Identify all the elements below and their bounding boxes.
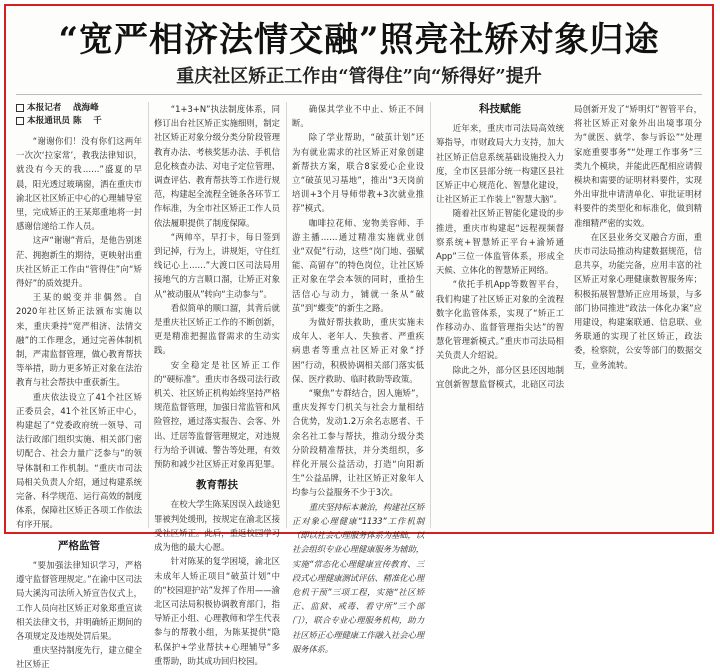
paragraph: “谢谢你们！没有你们这两年一次次‘拉家常’，教我法律知识，就没有今天的我……”盛夏的早晨，阳光透过玻璃窗，洒在重庆市渝北区社区矫正中心的心理辅导室里，完成矫正的王某郑重地将一封感谢信递给工作人员。 <box>16 136 142 232</box>
paragraph: 除此之外，部分区县还因地制宜创新智慧监督模式，北碚区司法局创新开发了“矫明灯”智管平台，将社区矫正对象外出出境事项分为“就医、就学、参与诉讼”“处理家庭重要事务”“处理工作事务”三类九个模块，并能此匹配相应请假模块和需要的证明材料要件，实现外出审批申请清单化、审批证明材料要件的类型化和标准化，做到精准细精严密的实效。 <box>436 104 702 389</box>
paragraph: 咖啡拉花师、宠物美容师、手游主播……通过精准实施就业创业“双促”行动，这些“岗门地、强赋能、高留存”的特色岗位，让社区矫正对象在学会本领的同时，重拾生活信心与动力，铺就一条从“破茧”到“蝶变”的新生之路。 <box>292 217 424 313</box>
paragraph: 在校大学生陈某因误入歧途犯罪被判处缓刑，按规定在渝北区接受社区矫正。此后，重返校园学习成为他的最大心愿。 <box>154 499 280 553</box>
paragraph: 近年来，重庆市司法局高效统筹指导，市财政局大力支持，加大社区矫正信息系统基础设施投入力度，全市区县部分统一构建区县社区矫正中心规范化、智慧化建设，让社区矫正工作装上“智慧大脑”。 <box>436 123 564 205</box>
paragraph: 在区县业务交叉融合方面，重庆市司法局推动构建数据规范，信息共享，功能完备，应用丰富的社区矫正对象心理健康数智服务库；积极拓展智慧矫正应用场景，与多部门协同推进“政法一体化办案”应用建设，构建案联通、信息联、业务联通的实现了社区矫正，政法委，检察院，公安等部门的数据交互，业务流转。 <box>574 231 702 370</box>
article-column-1 <box>16 102 142 670</box>
headline: “宽严相济法情交融”照亮社矫对象归途 <box>58 20 660 60</box>
article-column-4 <box>436 102 702 530</box>
section-heading-strict: 严格监管 <box>58 539 100 552</box>
column-separator <box>430 102 431 528</box>
section-heading-education: 教育帮扶 <box>196 479 238 492</box>
reporter-credit: 本报记者 战海峰 <box>27 103 99 113</box>
paragraph: “两帅卒，早打卡，每日签到到记掉，行为上，讲规矩，守住红线记心上……”大渡口区司法局用接地气的方言顺口溜，让矫正对象从“被动服从”转向“主动参与”。 <box>154 231 280 299</box>
paragraph: 确保其学业不中止、矫正不间断。 <box>292 104 424 129</box>
paragraph: “要加强法律知识学习，严格遵守监督管理规定。”在渝中区司法局大溪沟司法所入矫宣告仪式上，工作人员向社区矫正对象郑重宣读相关法律文书，并明确矫正期间的各项规定及违规处罚后果。 <box>16 559 142 641</box>
article-column-3 <box>292 102 424 654</box>
correspondent-credit: 本报通讯员 陈 千 <box>27 116 102 126</box>
paragraph: 看似简单的顺口溜，其背后就是重庆社区矫正工作的不断创新，更是精准把握监督需求的生动实践。 <box>154 302 280 356</box>
paragraph: 安全稳定是社区矫正工作的“硬标准”。重庆市各级司法行政机关、社区矫正机构始终坚持严格规范监督管理，加强日常监管和风险管控，通过落实报告、会客、外出、迁居等监督管理规定，对违规行为给予训诫、警告等处理，有效预防和减少社区矫正对象再犯罪。 <box>154 359 280 470</box>
byline <box>16 102 142 128</box>
column-separator <box>148 102 149 528</box>
section-heading-tech: 科技赋能 <box>479 103 521 115</box>
paragraph: 为做好帮扶救助，重庆实施未成年人、老年人、失独者、严重疾病患者等重点社区矫正对象“抒困”行动，积极协调相关部门落实低保、医疗救助、临时救助等政策。 <box>292 317 424 384</box>
paragraph: 随着社区矫正智能化建设的步推进，重庆市构建起“远程视频督察系统+智慧矫正平台+渝矫通App”三位一体监管体系，形成全天候、立体化的智慧矫正网络。 <box>436 208 564 276</box>
divider <box>16 94 702 95</box>
paragraph: “1+3+N”执法制度体系，同修订出台社区矫正实施细则，制定社区矫正对象分级分类分阶段管理教育办法、考核奖惩办法、手机信息化核查办法、对电子定位管理、调查评估、教育帮扶等工作进行规范，构建起全流程全链条各环节工作标准，为全市社区矫正工作人员依法履职提供了制度保障。 <box>154 104 280 228</box>
paragraph: 重庆依法设立了41个社区矫正委员会，41个社区矫正中心，构建起了“党委政府统一领导、司法行政部门组织实施、相关部门密切配合、社会力量广泛参与”的领导体制和工作机制。“重庆市司法局相关负责人介绍，通过构建系统完备、科学规范、运行高效的制度体系，保障社区矫正各项工作依法有序开展。 <box>16 391 142 530</box>
newspaper-page <box>4 4 714 670</box>
article-column-2 <box>154 102 280 666</box>
paragraph: 王某的蜕变并非偶然。自2020年社区矫正法颁布实施以来，重庆秉持“宽严相济、法情交融”的工作理念，通过完善体制机制，严肃监督管理，做心教育帮扶等举措，助力更多矫正对象在法治教育与社会帮扶中重获新生。 <box>16 292 142 388</box>
paragraph: 除了学业帮助，“破茧计划”还为有就业需求的社区矫正对象创建新帮扶方案，联合8家爱心企业设立“破茧见习基地”，推出“3天岗前培训+3个月导师带教+3次就业推荐”模式。 <box>292 132 424 214</box>
paragraph: “聚焦”专群结合，因人施矫”，重庆发挥专门机关与社会力量相结合优势，发动1.2万余名志愿者、千余名社工参与帮扶，推动分级分类分阶段精准帮扶，并分类组织，多样化开展公益活动，打造“向阳新生”公益品牌，让社区矫正对象年人均参与公益服务不少于3次。 <box>292 388 424 498</box>
square-bullet-icon <box>16 104 24 112</box>
subheadline: 重庆社区矫正工作由“管得住”向“矫得好”提升 <box>176 66 542 87</box>
square-bullet-icon <box>16 117 24 125</box>
column-separator <box>286 102 287 528</box>
paragraph: “依托手机App等数智平台，我们构建了社区矫正对象的全流程数字化监管体系，实现了“矫正工作移动办、监督管理指尖达”的智慧化管理新模式。”重庆市司法局相关负责人介绍说。 <box>436 279 564 361</box>
paragraph: 重庆坚持标本兼治，构建社区矫正对象心理健康“1133”工作机制（即以社会心理服务体系为基础，以社会组织专业心理健康服务为辅助，实施“常态化心理健康宣传教育、三段式心理健康测试评估、精准化心理危机干预”三项工程，实施“社区矫正、监狱、戒毒、看守所”三个部门），联合专业心理服务机构，助力社区矫正心理健康工作融入社会心理服务体系。 <box>292 501 424 654</box>
paragraph: 重庆坚持制度先行，建立健全社区矫正 <box>16 645 142 670</box>
paragraph: 这声“谢谢”背后，是他告别迷茫、拥抱新生的期待，更映射出重庆社区矫正工作由“管得住”向“矫得好”的质效提升。 <box>16 235 142 289</box>
paragraph: 针对陈某的复学困境，渝北区未成年人矫正项目“破茧计划”中的“校园迎护站”发挥了作用——渝北区司法局积极协调教育部门，指导矫正小组、心理教师和学生代表参与的帮教小组，为陈某提供“隐私保护+学业帮扶+心理辅导”多重帮助，助其成功回归校园。 <box>154 556 280 666</box>
